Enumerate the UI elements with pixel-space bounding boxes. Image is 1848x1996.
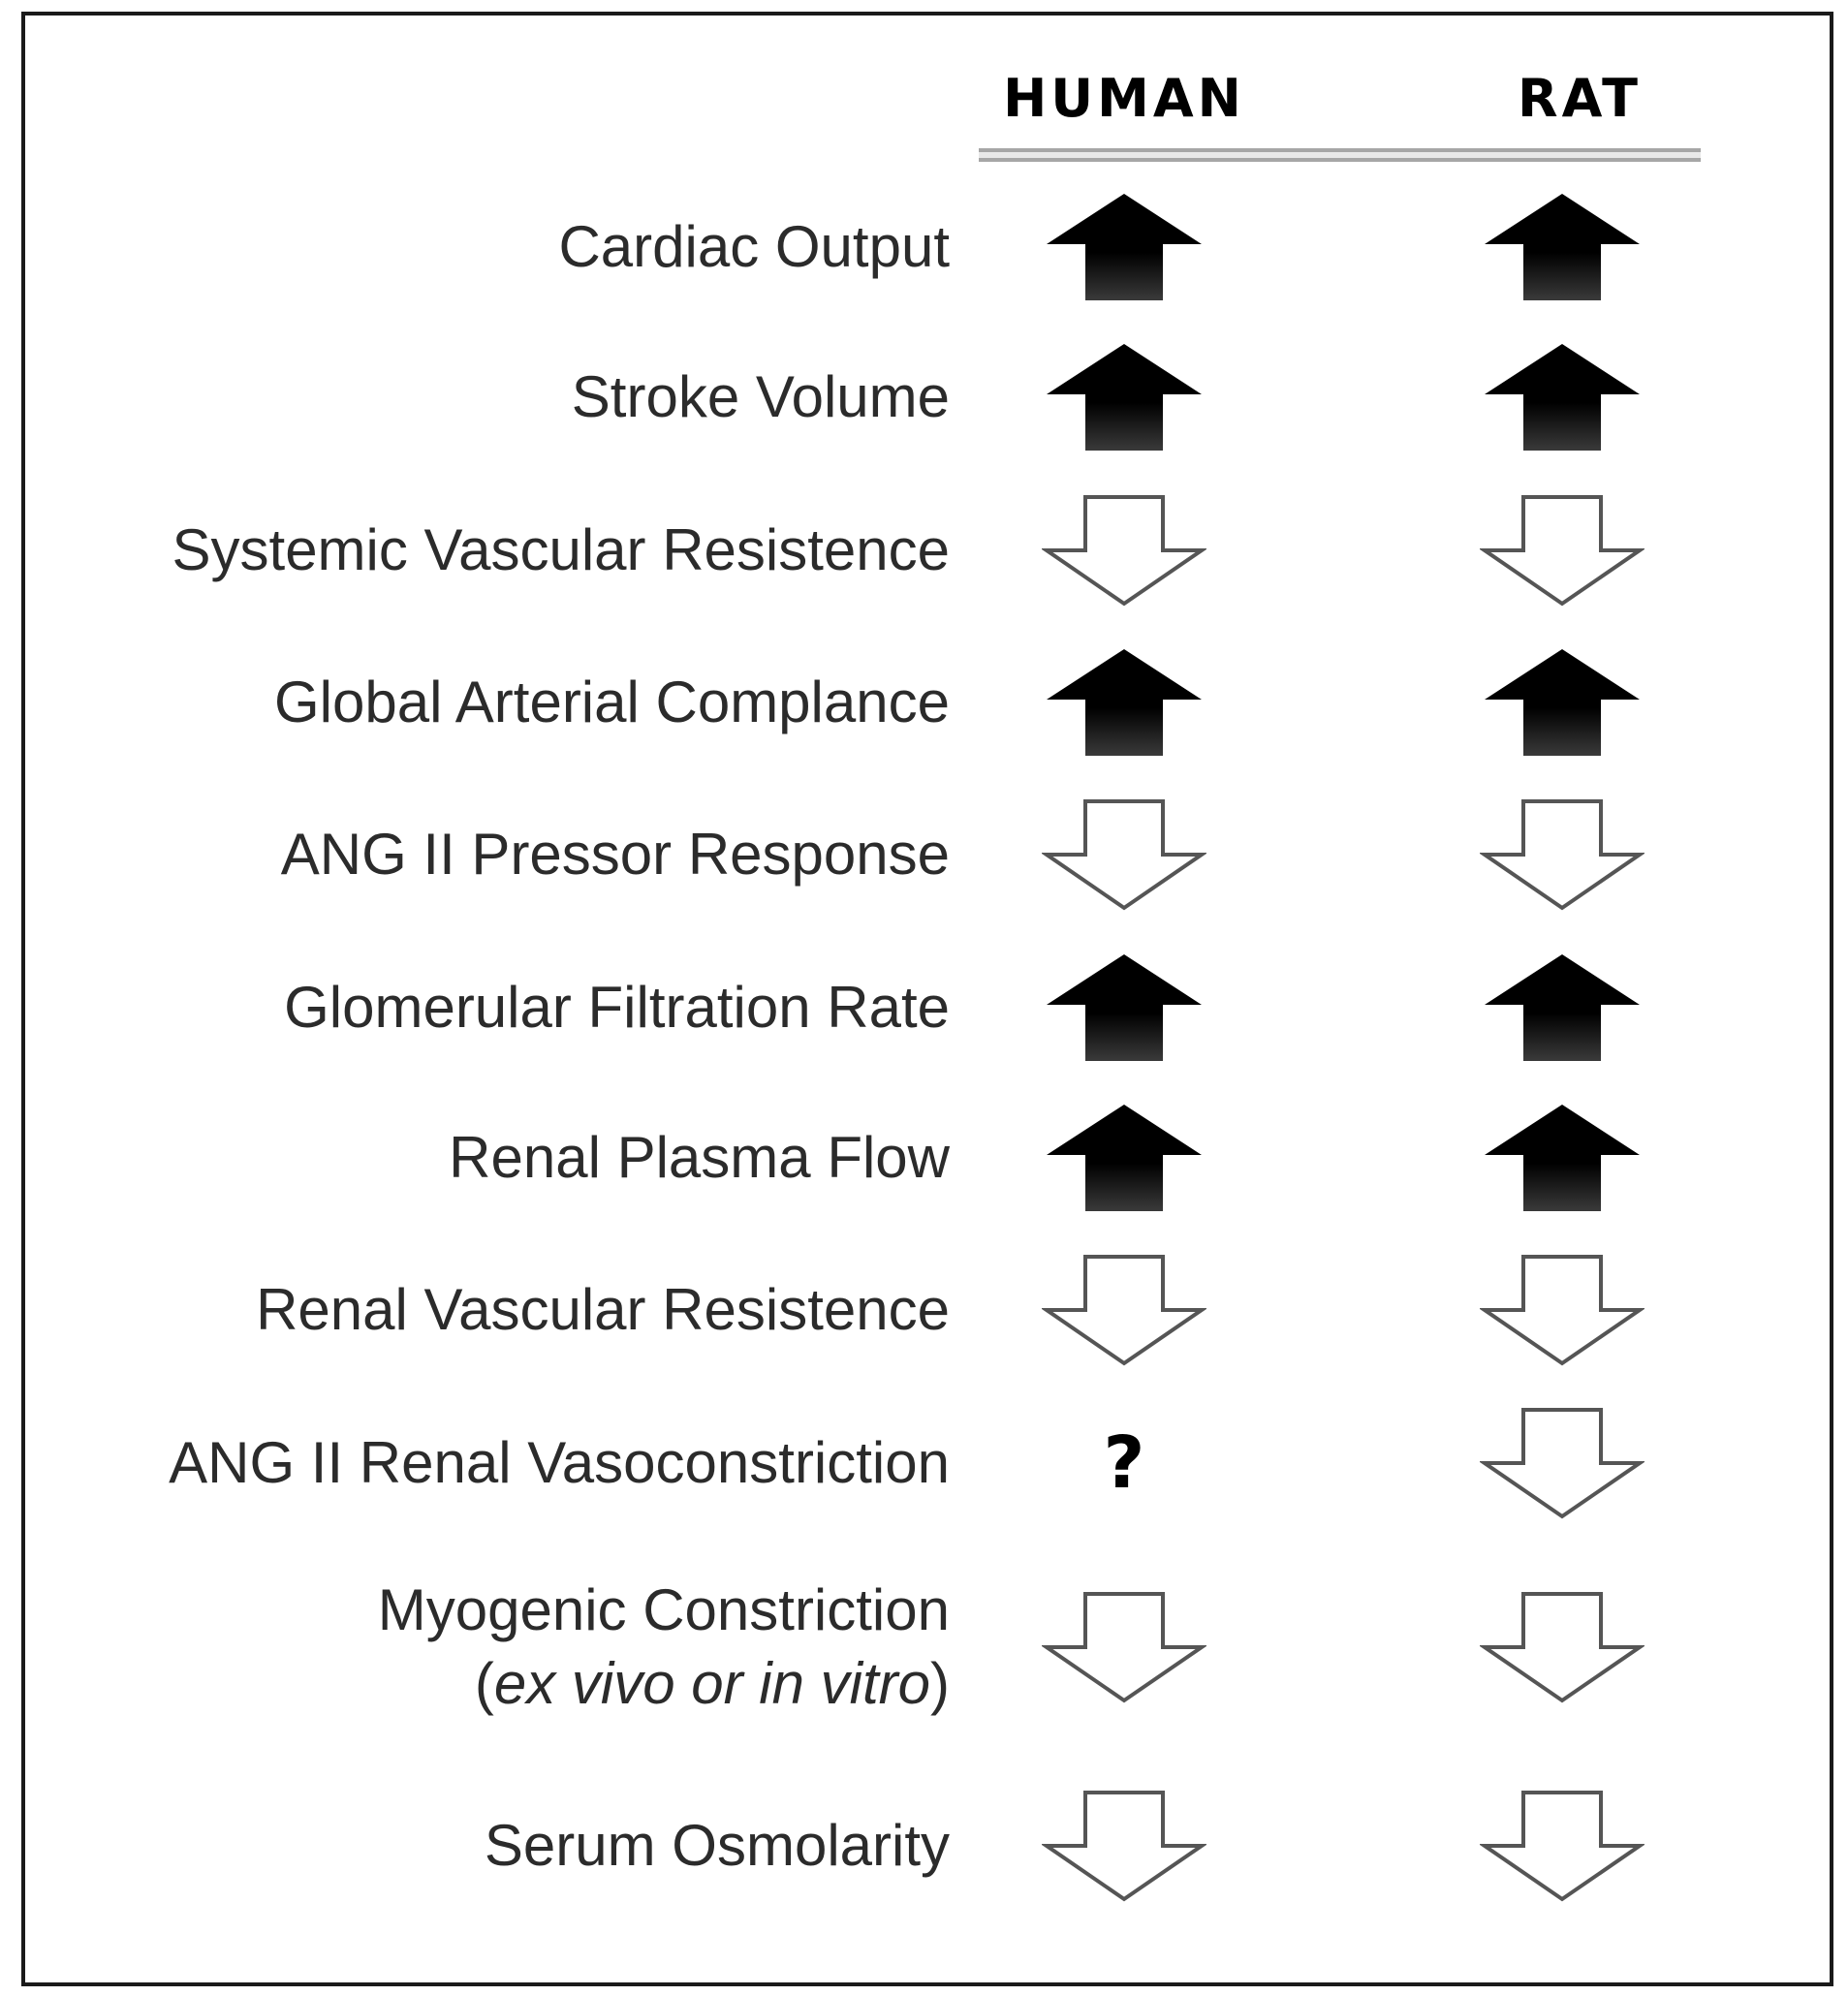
row-label: [485, 1809, 950, 1883]
up-arrow-icon: [1042, 191, 1206, 303]
up-arrow-icon: [1480, 1102, 1644, 1214]
row-label-text: Serum Osmolarity: [484, 1813, 950, 1878]
row-sublabel-text: (ex vivo or in vitro): [474, 1651, 950, 1716]
row-label: [169, 1426, 950, 1500]
down-arrow-icon: [1480, 1790, 1644, 1902]
row-label-text: Systemic Vascular Resistence: [172, 517, 950, 582]
down-arrow-icon: [1042, 1591, 1206, 1703]
up-arrow-icon: [1480, 341, 1644, 453]
row-label-text: Stroke Volume: [571, 364, 950, 429]
up-arrow-icon: [1480, 951, 1644, 1064]
row-label: [572, 360, 950, 434]
row-label: [558, 210, 950, 284]
row-label: [449, 1121, 950, 1195]
down-arrow-icon: [1042, 494, 1206, 607]
down-arrow-icon: [1042, 1254, 1206, 1366]
down-arrow-icon: [1042, 1790, 1206, 1902]
row-label: [281, 818, 950, 891]
header-divider: [979, 148, 1701, 162]
down-arrow-icon: [1480, 1254, 1644, 1366]
up-arrow-icon: [1480, 646, 1644, 759]
row-label-text: Myogenic Constriction: [377, 1577, 950, 1642]
row-label-text: Glomerular Filtration Rate: [284, 975, 950, 1040]
row-label-text: Renal Plasma Flow: [449, 1125, 950, 1190]
down-arrow-icon: [1480, 798, 1644, 911]
up-arrow-icon: [1042, 646, 1206, 759]
column-header-human: HUMAN: [1003, 68, 1245, 129]
down-arrow-icon: [1480, 1591, 1644, 1703]
row-label: [378, 1574, 950, 1721]
row-label: [274, 666, 950, 739]
up-arrow-icon: [1042, 341, 1206, 453]
up-arrow-icon: [1042, 1102, 1206, 1214]
column-header-rat: RAT: [1517, 68, 1642, 129]
down-arrow-icon: [1042, 798, 1206, 911]
row-label: [172, 514, 951, 587]
up-arrow-icon: [1480, 191, 1644, 303]
row-label: [284, 971, 950, 1045]
up-arrow-icon: [1042, 951, 1206, 1064]
row-label-text: ANG II Pressor Response: [280, 822, 950, 887]
down-arrow-icon: [1480, 494, 1644, 607]
row-label: [256, 1273, 950, 1347]
row-label-text: Global Arterial Complance: [273, 670, 950, 734]
row-label-text: ANG II Renal Vasoconstriction: [169, 1430, 950, 1495]
down-arrow-icon: [1480, 1407, 1644, 1519]
question-mark-human: ?: [1103, 1421, 1145, 1505]
row-label-text: Cardiac Output: [558, 214, 950, 279]
row-label-text: Renal Vascular Resistence: [256, 1277, 950, 1342]
